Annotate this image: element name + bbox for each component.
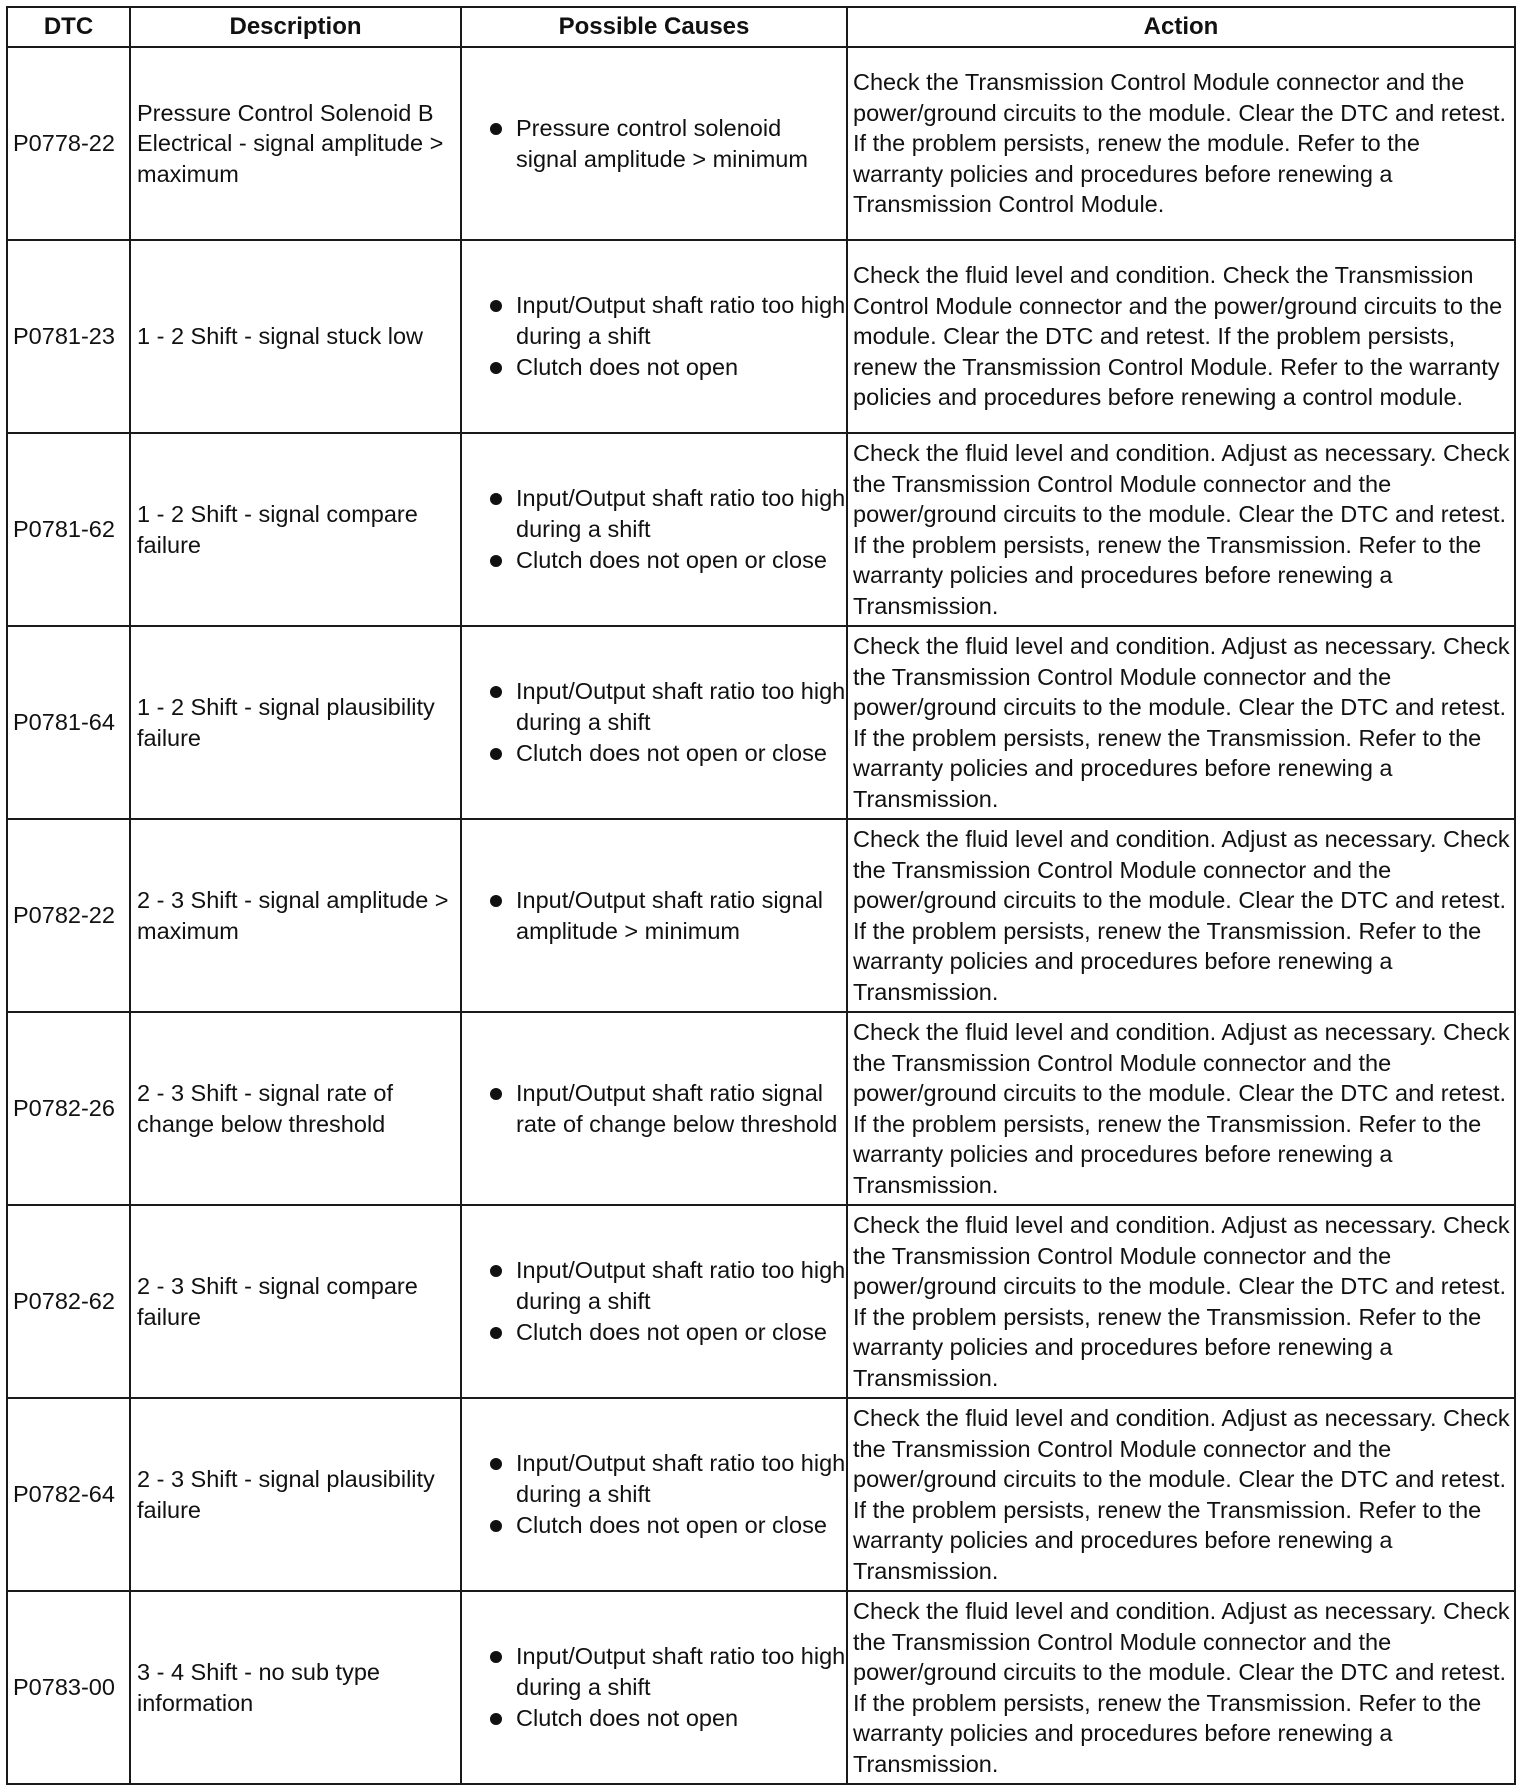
possible-cause-text: Clutch does not open or close (516, 740, 827, 767)
table-row (7, 1012, 1515, 1205)
table-row (7, 1205, 1515, 1398)
dtc-table (6, 6, 1516, 1785)
possible-cause-item (468, 483, 846, 544)
possible-cause-item (468, 676, 846, 737)
possible-cause-text: Input/Output shaft ratio signal amplitude > minimum (516, 887, 823, 944)
possible-cause-text: Input/Output shaft ratio signal rate of change below threshold (516, 1080, 838, 1137)
possible-causes-list (468, 676, 846, 769)
possible-cause-text: Pressure control solenoid signal amplitude > minimum (516, 115, 808, 172)
dtc-code: P0778-22 (7, 47, 130, 240)
bullet-icon (490, 686, 502, 698)
possible-causes-list (468, 483, 846, 576)
possible-causes-cell (461, 626, 847, 819)
possible-cause-item (468, 113, 846, 174)
header-possible-causes: Possible Causes (461, 7, 847, 47)
possible-cause-text: Clutch does not open (516, 1705, 739, 1732)
bullet-icon (490, 300, 502, 312)
possible-cause-text: Input/Output shaft ratio too high during a shift (516, 485, 846, 542)
possible-cause-text: Input/Output shaft ratio too high during a shift (516, 1257, 846, 1314)
possible-causes-cell (461, 240, 847, 433)
possible-cause-text: Input/Output shaft ratio too high during a shift (516, 292, 846, 349)
bullet-icon (490, 1088, 502, 1100)
dtc-code: P0781-62 (7, 433, 130, 626)
dtc-action: Check the Transmission Control Module connector and the power/ground circuits to the module. Clear the DTC and retest. If the problem persists, renew the module. Refer to the warranty policies and procedures before renewing a Transmission Control Module. (847, 47, 1515, 240)
bullet-icon (490, 1651, 502, 1663)
possible-cause-item (468, 1317, 846, 1348)
header-dtc: DTC (7, 7, 130, 47)
dtc-action: Check the fluid level and condition. Adjust as necessary. Check the Transmission Control Module connector and the power/ground circuits to the module. Clear the DTC and retest. If the problem persists, renew the Transmission. Refer to the warranty policies and procedures before renewing a Transmission. (847, 1205, 1515, 1398)
bullet-icon (490, 1327, 502, 1339)
dtc-description: 2 - 3 Shift - signal compare failure (130, 1205, 461, 1398)
table-row (7, 1591, 1515, 1784)
table-row (7, 240, 1515, 433)
header-action: Action (847, 7, 1515, 47)
header-row (7, 7, 1515, 47)
header-description: Description (130, 7, 461, 47)
possible-causes-list (468, 1078, 846, 1139)
dtc-code: P0781-64 (7, 626, 130, 819)
possible-cause-text: Clutch does not open or close (516, 547, 827, 574)
possible-causes-cell (461, 1591, 847, 1784)
table-row (7, 819, 1515, 1012)
possible-cause-item (468, 352, 846, 383)
dtc-description: 2 - 3 Shift - signal plausibility failure (130, 1398, 461, 1591)
dtc-description: 1 - 2 Shift - signal plausibility failure (130, 626, 461, 819)
possible-causes-cell (461, 433, 847, 626)
possible-causes-cell (461, 1012, 847, 1205)
dtc-code: P0781-23 (7, 240, 130, 433)
possible-cause-item (468, 738, 846, 769)
bullet-icon (490, 1458, 502, 1470)
dtc-description: 3 - 4 Shift - no sub type information (130, 1591, 461, 1784)
table-row (7, 1398, 1515, 1591)
bullet-icon (490, 748, 502, 760)
possible-causes-list (468, 290, 846, 383)
possible-causes-list (468, 1641, 846, 1734)
dtc-action: Check the fluid level and condition. Adjust as necessary. Check the Transmission Control Module connector and the power/ground circuits to the module. Clear the DTC and retest. If the problem persists, renew the Transmission. Refer to the warranty policies and procedures before renewing a Transmission. (847, 819, 1515, 1012)
possible-causes-cell (461, 1398, 847, 1591)
possible-cause-item (468, 290, 846, 351)
possible-cause-text: Input/Output shaft ratio too high during a shift (516, 1450, 846, 1507)
possible-cause-text: Clutch does not open or close (516, 1319, 827, 1346)
possible-cause-text: Clutch does not open (516, 354, 739, 381)
possible-causes-list (468, 113, 846, 174)
dtc-description: 1 - 2 Shift - signal stuck low (130, 240, 461, 433)
dtc-code: P0782-26 (7, 1012, 130, 1205)
dtc-action: Check the fluid level and condition. Adjust as necessary. Check the Transmission Control Module connector and the power/ground circuits to the module. Clear the DTC and retest. If the problem persists, renew the Transmission. Refer to the warranty policies and procedures before renewing a Transmission. (847, 1591, 1515, 1784)
possible-cause-item (468, 1078, 846, 1139)
dtc-description: 2 - 3 Shift - signal amplitude > maximum (130, 819, 461, 1012)
bullet-icon (490, 1265, 502, 1277)
dtc-description: 2 - 3 Shift - signal rate of change below threshold (130, 1012, 461, 1205)
possible-cause-item (468, 1641, 846, 1702)
possible-cause-text: Input/Output shaft ratio too high during a shift (516, 678, 846, 735)
possible-cause-item (468, 1448, 846, 1509)
dtc-description: Pressure Control Solenoid B Electrical - signal amplitude > maximum (130, 47, 461, 240)
dtc-action: Check the fluid level and condition. Adjust as necessary. Check the Transmission Control Module connector and the power/ground circuits to the module. Clear the DTC and retest. If the problem persists, renew the Transmission. Refer to the warranty policies and procedures before renewing a Transmission. (847, 626, 1515, 819)
dtc-code: P0782-64 (7, 1398, 130, 1591)
table-row (7, 47, 1515, 240)
possible-cause-item (468, 1703, 846, 1734)
bullet-icon (490, 123, 502, 135)
dtc-action: Check the fluid level and condition. Adjust as necessary. Check the Transmission Control Module connector and the power/ground circuits to the module. Clear the DTC and retest. If the problem persists, renew the Transmission. Refer to the warranty policies and procedures before renewing a Transmission. (847, 1398, 1515, 1591)
dtc-code: P0782-62 (7, 1205, 130, 1398)
possible-cause-item (468, 545, 846, 576)
possible-cause-item (468, 1510, 846, 1541)
possible-causes-cell (461, 819, 847, 1012)
possible-causes-cell (461, 47, 847, 240)
bullet-icon (490, 895, 502, 907)
possible-causes-list (468, 1448, 846, 1541)
dtc-action: Check the fluid level and condition. Check the Transmission Control Module connector and the power/ground circuits to the module. Clear the DTC and retest. If the problem persists, renew the Transmission Control Module. Refer to the warranty policies and procedures before renewing a control module. (847, 240, 1515, 433)
bullet-icon (490, 493, 502, 505)
possible-cause-item (468, 885, 846, 946)
table-row (7, 433, 1515, 626)
possible-causes-list (468, 885, 846, 946)
possible-cause-text: Input/Output shaft ratio too high during a shift (516, 1643, 846, 1700)
bullet-icon (490, 1713, 502, 1725)
bullet-icon (490, 1520, 502, 1532)
dtc-action: Check the fluid level and condition. Adjust as necessary. Check the Transmission Control Module connector and the power/ground circuits to the module. Clear the DTC and retest. If the problem persists, renew the Transmission. Refer to the warranty policies and procedures before renewing a Transmission. (847, 433, 1515, 626)
possible-cause-item (468, 1255, 846, 1316)
bullet-icon (490, 362, 502, 374)
possible-cause-text: Clutch does not open or close (516, 1512, 827, 1539)
possible-causes-cell (461, 1205, 847, 1398)
dtc-code: P0783-00 (7, 1591, 130, 1784)
table-row (7, 626, 1515, 819)
dtc-action: Check the fluid level and condition. Adjust as necessary. Check the Transmission Control Module connector and the power/ground circuits to the module. Clear the DTC and retest. If the problem persists, renew the Transmission. Refer to the warranty policies and procedures before renewing a Transmission. (847, 1012, 1515, 1205)
dtc-description: 1 - 2 Shift - signal compare failure (130, 433, 461, 626)
bullet-icon (490, 555, 502, 567)
possible-causes-list (468, 1255, 846, 1348)
dtc-code: P0782-22 (7, 819, 130, 1012)
